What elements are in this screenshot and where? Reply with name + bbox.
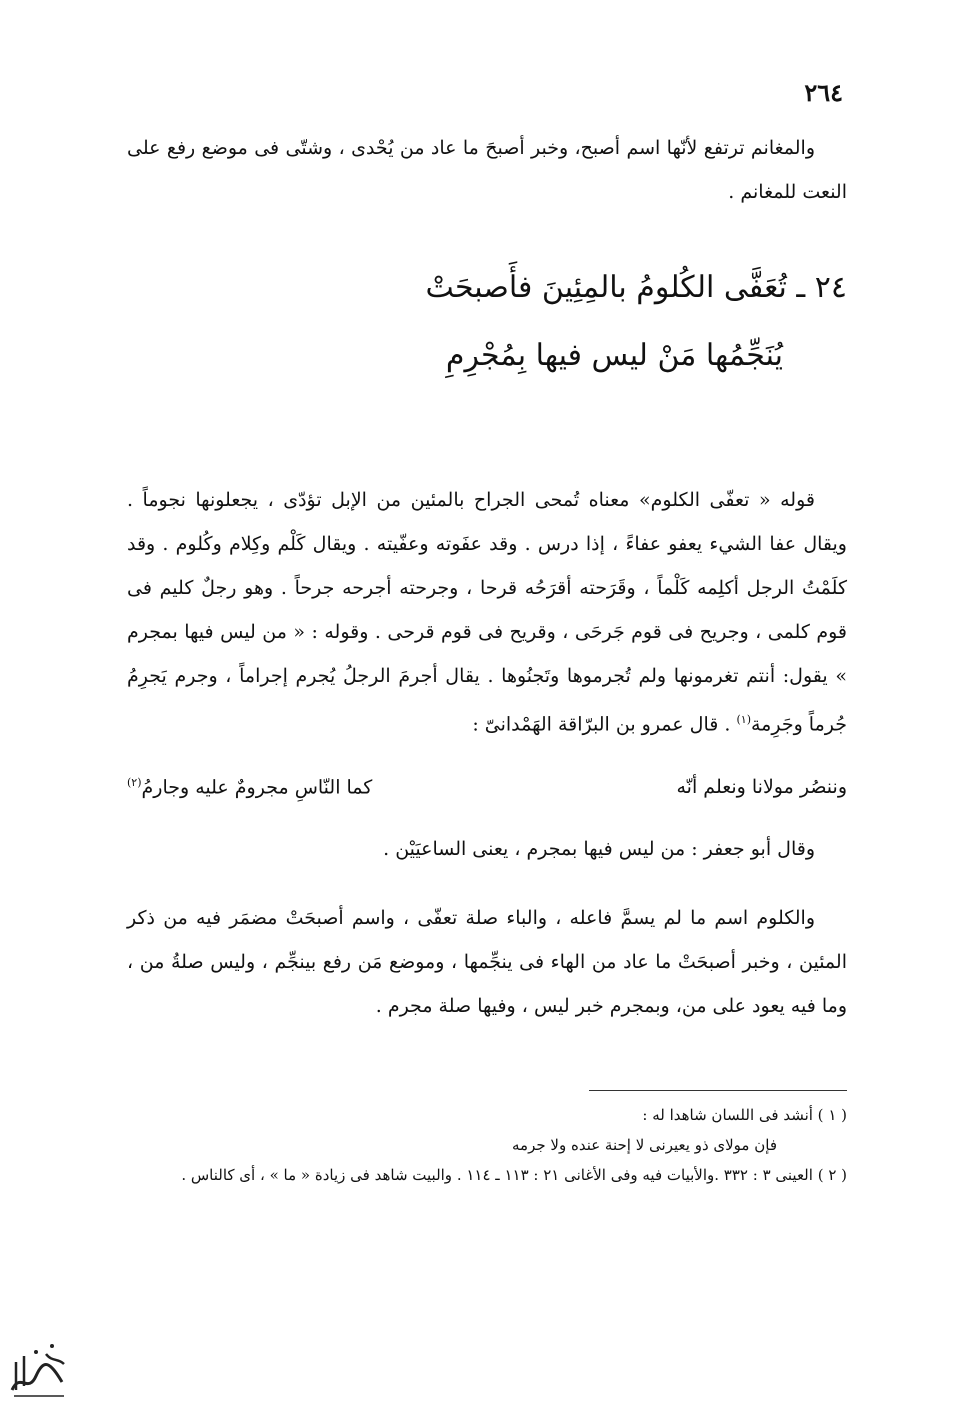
quote-line: وقال أبو جعفر : من ليس فيها بمجرم ، يعنى الساعيَيْن . <box>383 838 815 860</box>
poem-hemistich-2 <box>127 776 372 798</box>
footnote-1-verse: فإن مولاى ذو يعيرنى لا إحنة عنده ولا جرمه <box>512 1136 777 1154</box>
verse-line-1: ٢٤ ـ تُعَفَّى الكُلومُ بالمِئِينَ فأَصبحَتْ <box>425 270 847 305</box>
page-number: ٢٦٤ <box>804 78 843 107</box>
analysis-text: والكلوم اسم ما لم يسمَّ فاعله ، والباء صلة تعفّى ، واسم أصبحَتْ مضمَر فيه من ذكر المئين ، وخبر أصبحَتْ ما عاد من الهاء فى ينجِّمها ، وموضع مَن رفع بينجِّم ، وليس صلةُ من ، وما فيه يعود على من، وبمجرم خبر ليس ، وفيها صلة مجرم . <box>127 907 847 1017</box>
commentary-paragraph <box>127 478 847 746</box>
commentary-text <box>127 478 847 746</box>
verse-line-2: يُنَجِّمُها مَنْ ليس فيها بِمُجْرِمِ <box>445 338 783 373</box>
footnote-1: ( ١ ) أنشد فى اللسان شاهدا له : <box>642 1106 847 1124</box>
intro-text: والمغانم ترتفع لأنّها اسم أصبح، وخبر أصبحَ ما عاد من يُحْدى ، وشتّى فى موضع رفع على النعت للمغانم . <box>127 137 847 203</box>
footnote-divider <box>589 1090 847 1091</box>
poem-hemistich-1: وننصُر مولانا ونعلم أنّه <box>676 776 847 798</box>
analysis-paragraph <box>127 896 847 1028</box>
footnote-ref-1: (١) <box>736 713 751 726</box>
commentary-end: . قال عمرو بن البرّاقة الهَمْدانىّ : <box>472 713 731 736</box>
library-stamp-logo <box>6 1332 70 1404</box>
footnote-2: ( ٢ ) العينى ٣ : ٣٣٢ .والأبيات فيه وفى الأغانى ٢١ : ١١٣ ـ ١١٤ . والبيت شاهد فى زيادة « ما » ، أى كالناس . <box>181 1166 847 1184</box>
footnote-ref-2: (٢) <box>127 776 142 789</box>
footnotes <box>127 1100 847 1190</box>
commentary-body: قوله « تعفّى الكلوم» معناه تُمحى الجراح بالمئين من الإبل تؤدّى ، يجعلونها نجوماً . ويقال عفا الشيء يعفو عفاءً ، إذا درس . وقد عفَوته وعفّيته . ويقال كَلْم وكِلام وكُلوم . وقد كلَمْتُ الرجل أكلِمه كَلْماً ، وقَرَحته أقرَحُه قرحا ، وجرحته أجرحه جرحاً . وهو رجلٌ كليم فى قوم كلمى ، وجريح فى قوم جَرحَى ، وقريح فى قوم قرحى . وقوله : « من ليس فيها بمجرم » يقول: أنتم تغرمونها ولم تُجرموها وتَجنُوها . يقال أجرمَ الرجلُ يُجرم إجراماً ، وجرم يَجرِمُ جُرماً وجَرِمة <box>127 489 847 736</box>
poem-hemistich-2-text: كما النّاسِ مجرومٌ عليه وجارمُ <box>141 776 373 799</box>
intro-paragraph <box>127 126 847 214</box>
poem-line <box>127 776 847 798</box>
